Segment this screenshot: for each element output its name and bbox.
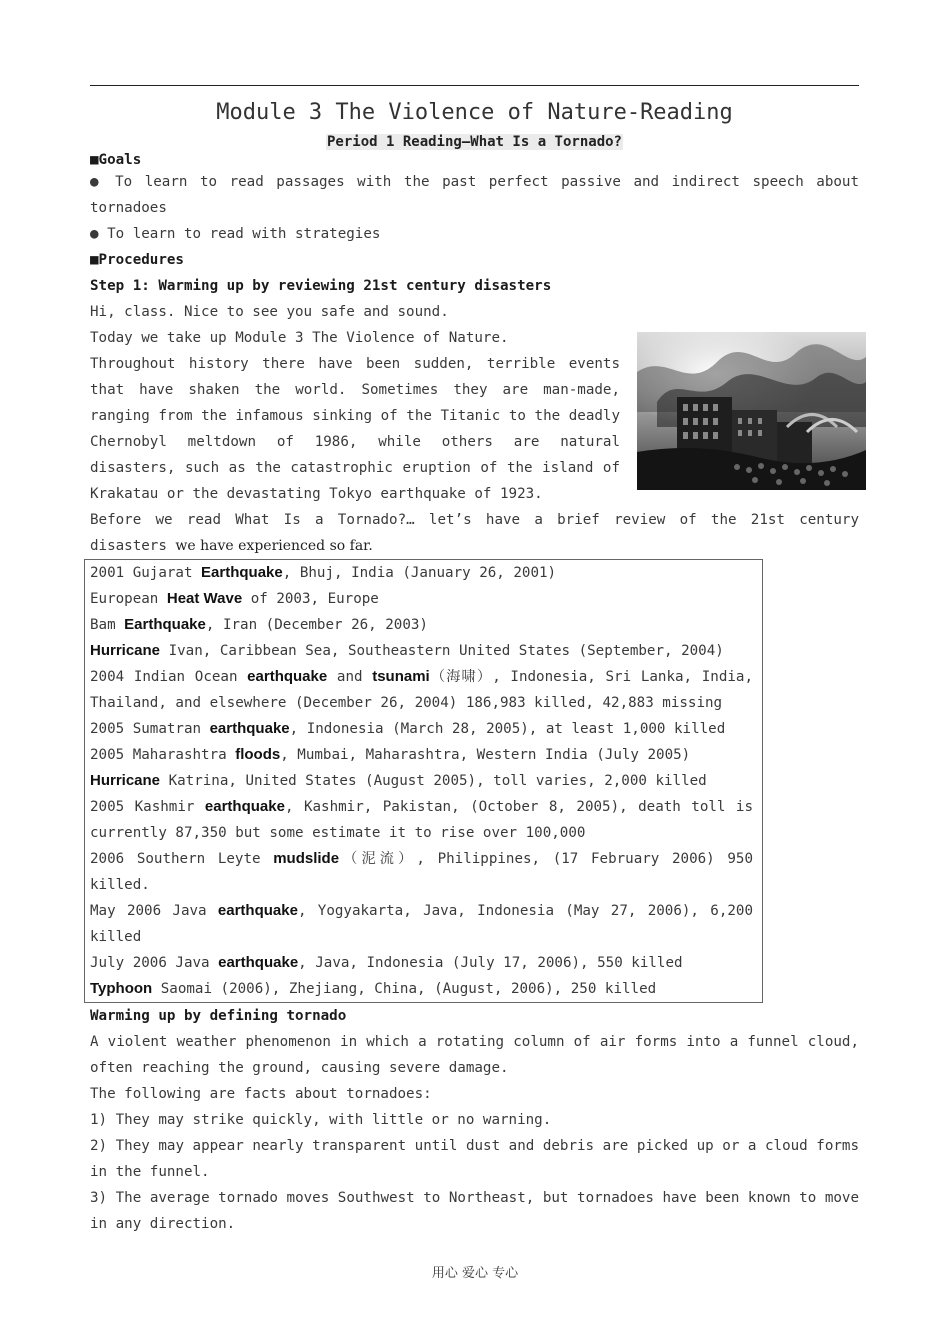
- disaster-entry: 2005 Maharashtra floods, Mumbai, Maharashtra, Western India (July 2005): [90, 746, 691, 763]
- page-title: Module 3 The Violence of Nature-Reading: [216, 100, 733, 125]
- fact-1: 1) They may strike quickly, with little or no warning.: [90, 1112, 552, 1128]
- disaster-entry-cont: killed: [90, 929, 142, 945]
- paragraph-history-line: Krakatau or the devastating Tokyo earthquake of 1923.: [90, 486, 543, 502]
- disaster-entry: 2005 Kashmir earthquake, Kashmir, Pakistan, (October 8, 2005), death toll is: [90, 798, 753, 815]
- paragraph-history-line: that have shaken the world. Sometimes they are man-made,: [90, 382, 620, 398]
- paragraph-history-line: disasters, such as the catastrophic eruption of the island of: [90, 460, 620, 476]
- paragraph-module: Today we take up Module 3 The Violence of Nature.: [90, 330, 509, 346]
- review-text-b: we have experienced so far.: [175, 538, 373, 554]
- fact-3: 3) The average tornado moves Southwest to Northeast, but tornadoes have been known to move: [90, 1190, 859, 1206]
- disaster-entry: Typhoon Saomai (2006), Zhejiang, China, (August, 2006), 250 killed: [90, 980, 657, 997]
- disaster-entry: Bam Earthquake, Iran (December 26, 2003): [90, 616, 428, 633]
- tornado-heading: Warming up by defining tornado: [90, 1008, 347, 1024]
- fact-2: 2) They may appear nearly transparent until dust and debris are picked up or a cloud forms: [90, 1138, 859, 1154]
- tornado-definition-cont: often reaching the ground, causing severe damage.: [90, 1060, 509, 1076]
- header-rule: [90, 85, 859, 86]
- goal-item-2: ● To learn to read with strategies: [90, 226, 381, 242]
- paragraph-review-cont: [90, 537, 859, 555]
- paragraph-greeting: Hi, class. Nice to see you safe and sound.: [90, 304, 449, 320]
- paragraph-review: Before we read What Is a Tornado?… let’s have a brief review of the 21st century: [90, 512, 859, 528]
- review-text-a: disasters: [90, 538, 176, 554]
- disaster-entry: Hurricane Ivan, Caribbean Sea, Southeastern United States (September, 2004): [90, 642, 724, 659]
- disaster-entry: 2006 Southern Leyte mudslide（泥流）, Philippines, (17 February 2006) 950: [90, 850, 753, 867]
- disaster-entry-cont: currently 87,350 but some estimate it to rise over 100,000: [90, 825, 586, 841]
- paragraph-history-line: Chernobyl meltdown of 1986, while others are natural: [90, 434, 620, 450]
- disaster-entry-cont: Thailand, and elsewhere (December 26, 2004) 186,983 killed, 42,883 missing: [90, 695, 723, 711]
- disaster-entry: Hurricane Katrina, United States (August 2005), toll varies, 2,000 killed: [90, 772, 707, 789]
- paragraph-history-line: ranging from the infamous sinking of the Titanic to the deadly: [90, 408, 620, 424]
- step1-heading: Step 1: Warming up by reviewing 21st century disasters: [90, 278, 552, 294]
- disaster-entry: July 2006 Java earthquake, Java, Indonesia (July 17, 2006), 550 killed: [90, 954, 683, 971]
- disaster-entry: European Heat Wave of 2003, Europe: [90, 590, 379, 607]
- disaster-entry: 2004 Indian Ocean earthquake and tsunami（海啸）, Indonesia, Sri Lanka, India,: [90, 668, 753, 685]
- procedures-heading: ■Procedures: [90, 252, 184, 268]
- tornado-definition: A violent weather phenomenon in which a rotating column of air forms into a funnel cloud,: [90, 1034, 859, 1050]
- disaster-entry: 2005 Sumatran earthquake, Indonesia (March 28, 2005), at least 1,000 killed: [90, 720, 726, 737]
- facts-intro: The following are facts about tornadoes:: [90, 1086, 432, 1102]
- page-footer: 用心 爱心 专心: [431, 1266, 519, 1281]
- goals-heading: ■Goals: [90, 152, 142, 168]
- disaster-entry: 2001 Gujarat Earthquake, Bhuj, India (January 26, 2001): [90, 564, 557, 581]
- goal-item-1-cont: tornadoes: [90, 200, 167, 216]
- disaster-entry: May 2006 Java earthquake, Yogyakarta, Java, Indonesia (May 27, 2006), 6,200: [90, 902, 753, 919]
- disaster-illustration: [637, 332, 866, 490]
- fact-3-cont: in any direction.: [90, 1216, 236, 1232]
- fact-2-cont: in the funnel.: [90, 1164, 210, 1180]
- page-subtitle: Period 1 Reading—What Is a Tornado?: [326, 134, 622, 150]
- goal-item-1: ● To learn to read passages with the past perfect passive and indirect speech about: [90, 174, 859, 190]
- subtitle-wrap: [90, 131, 859, 150]
- paragraph-history-line: Throughout history there have been sudden, terrible events: [90, 356, 620, 372]
- disaster-entry-cont: killed.: [90, 877, 150, 893]
